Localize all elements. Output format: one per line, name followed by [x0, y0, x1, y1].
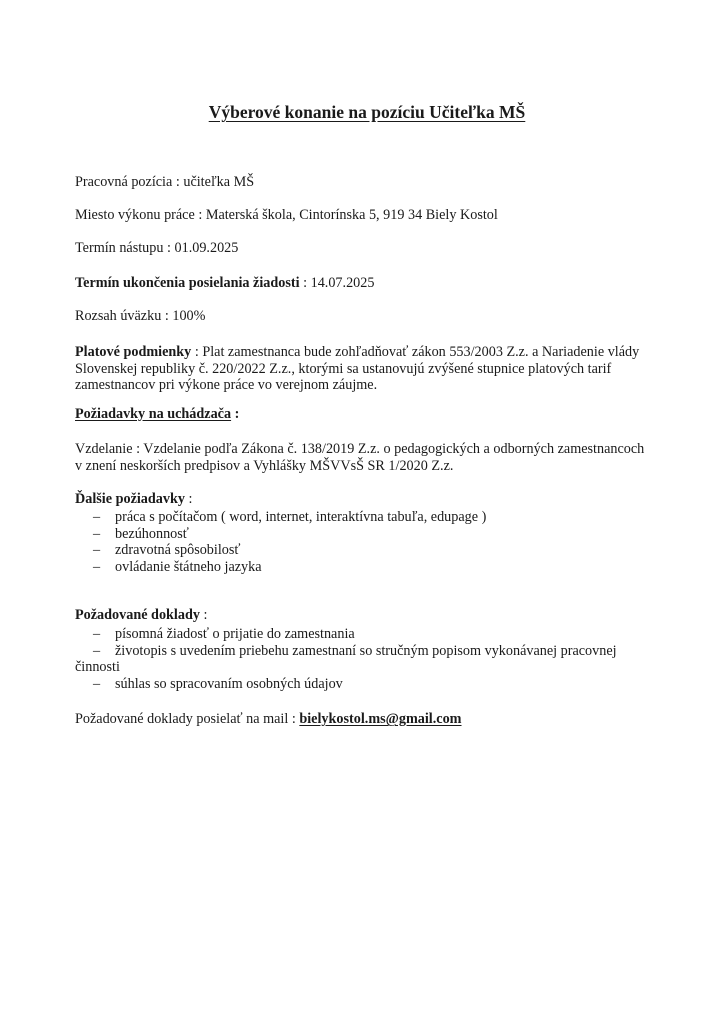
education-label: Vzdelanie [75, 441, 133, 457]
salary-line-1: Plat zamestnanca bude zohľadňovať zákon 553/2003 Z.z. a Nariadenie vlády [202, 344, 640, 360]
deadline-line: Termín ukončenia posielania žiadosti : 14.07.2025 [75, 275, 375, 291]
list-item: – písomná žiadosť o prijatie do zamestnania [93, 626, 355, 642]
list-item: – ovládanie štátneho jazyka [93, 558, 262, 575]
workload-value: 100% [172, 308, 206, 324]
deadline-value: 14.07.2025 [310, 275, 375, 291]
education-line-1: Vzdelanie podľa Zákona č. 138/2019 Z.z. o pedagogických a odborných zamestnancoch [143, 441, 645, 457]
requirements-heading: Požiadavky na uchádzača [75, 406, 232, 422]
contact-text: Požadované doklady posielať na mail : [75, 711, 296, 727]
list-item: – práca s počítačom ( word, internet, interaktívna tabuľa, edupage ) [93, 509, 487, 525]
list-item: – súhlas so spracovaním osobných údajov [93, 675, 343, 692]
documents-heading-line: Požadované doklady : [75, 607, 208, 623]
education-paragraph: Vzdelanie : Vzdelanie podľa Zákona č. 138/2019 Z.z. o pedagogických a odborných zamestnancoch v znení neskorších predpisov a Vyhlášky MŠVVsŠ SR 1/2020 Z.z. [75, 441, 675, 474]
deadline-label: Termín ukončenia posielania žiadosti [75, 275, 300, 291]
salary-line-2: Slovenskej republiky č. 220/2022 Z.z., ktorými sa ustanovujú zvýšené stupnice platových tarif [75, 360, 612, 377]
list-item: – životopis s uvedením priebehu zamestnaní so stručným popisom vykonávanej pracovnej [93, 642, 617, 659]
requirements-heading-line: Požiadavky na uchádzača : [75, 406, 240, 422]
other-heading-line: Ďalšie požiadavky : [75, 491, 193, 507]
documents-heading: Požadované doklady [75, 607, 200, 623]
salary-label: Platové podmienky [75, 344, 192, 360]
position-value: učiteľka MŠ [183, 174, 255, 190]
position-line: Pracovná pozícia : učiteľka MŠ [75, 174, 255, 190]
contact-email-link[interactable]: bielykostol.ms@gmail.com [299, 711, 462, 727]
list-item: – bezúhonnosť [93, 525, 189, 542]
list-item: – zdravotná spôsobilosť [93, 542, 241, 558]
workload-line: Rozsah úväzku : 100% [75, 308, 206, 324]
start-label: Termín nástupu [75, 240, 164, 256]
list-item-continuation: činnosti [75, 659, 120, 675]
other-requirements-list [75, 509, 675, 575]
location-value: Materská škola, Cintorínska 5, 919 34 Biely Kostol [205, 207, 498, 223]
salary-line-3: zamestnancov pri výkone práce vo verejnom záujme. [75, 377, 378, 393]
start-line: Termín nástupu : 01.09.2025 [75, 240, 239, 256]
contact-line [75, 711, 462, 728]
location-line: Miesto výkonu práce : Materská škola, Cintorínska 5, 919 34 Biely Kostol [75, 207, 498, 223]
salary-paragraph: Platové podmienky : Plat zamestnanca bude zohľadňovať zákon 553/2003 Z.z. a Nariadenie vlády Slovenskej republiky č. 220/2022 Z.z., ktorými sa ustanovujú zvýšené stupnice platových tarif zamestnancov pri výkone práce vo verejnom záujme. [75, 344, 675, 394]
education-line-2: v znení neskorších predpisov a Vyhlášky MŠVVsŠ SR 1/2020 Z.z. [75, 457, 454, 474]
other-heading: Ďalšie požiadavky [75, 491, 185, 507]
location-label: Miesto výkonu práce [75, 207, 195, 223]
position-label: Pracovná pozícia [75, 174, 173, 190]
documents-list [75, 626, 675, 692]
page-title: Výberové konanie na pozíciu Učiteľka MŠ [208, 102, 526, 122]
workload-label: Rozsah úväzku [75, 308, 162, 324]
start-value: 01.09.2025 [174, 240, 239, 256]
